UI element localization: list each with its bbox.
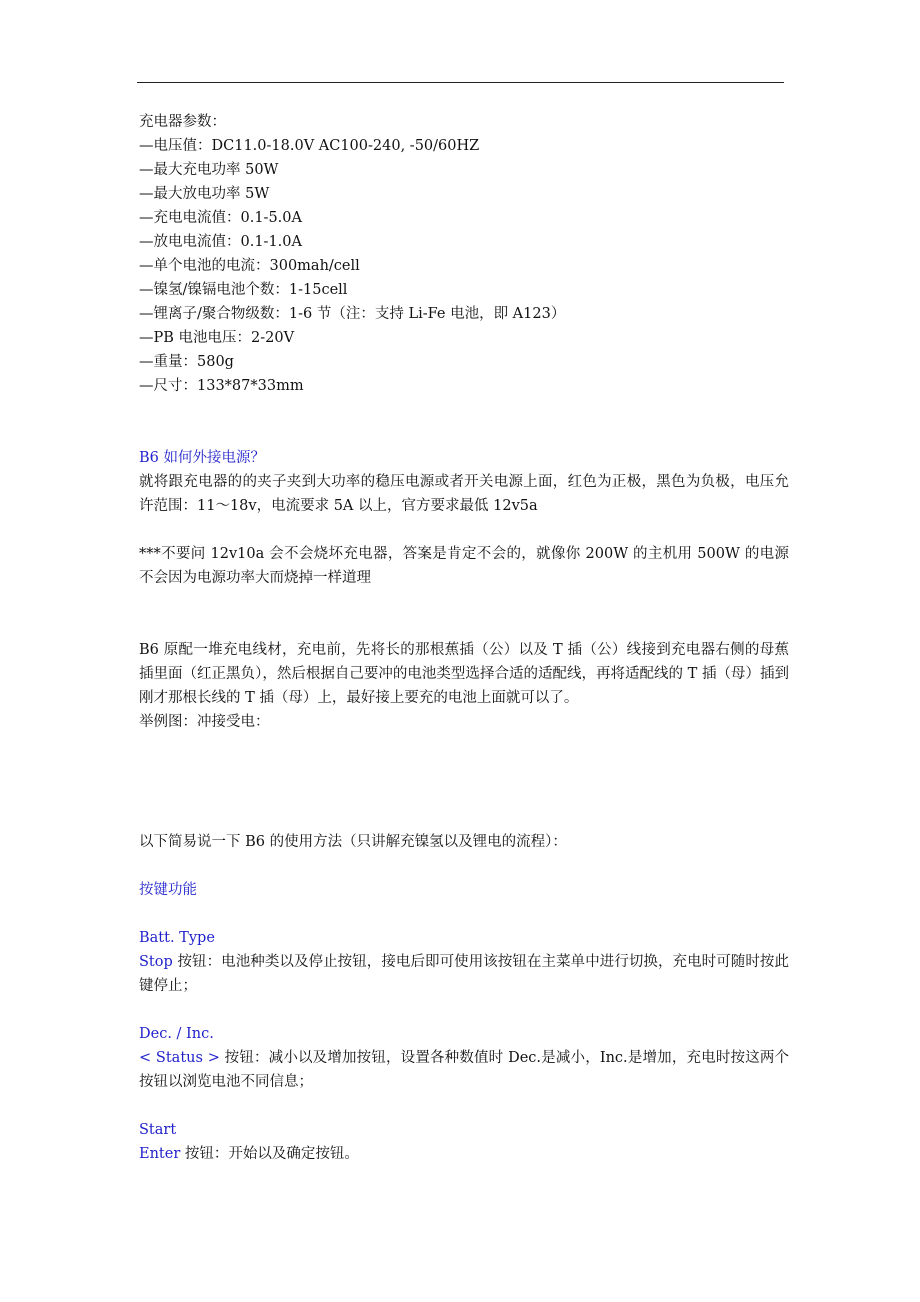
wiring-example-caption: 举例图：冲接受电： [139,714,270,730]
spacer [139,902,789,926]
spacer [139,1094,789,1118]
spec-nimh-cells: —镍氢/镍镉电池个数：1-15cell [139,282,348,298]
spec-lipo-cells: —锂离子/聚合物级数：1-6 节（注：支持 Li-Fe 电池，即 A123） [139,306,566,322]
spec-pb-voltage: —PB 电池电压：2-20V [139,330,295,346]
spacer [139,518,789,542]
spec-voltage: —电压值：DC11.0-18.0V AC100-240, -50/60HZ [139,138,480,154]
document-body [139,110,789,1166]
spacer [139,590,789,638]
spec-max-discharge-power: —最大放电功率 5W [139,186,270,202]
spacer [139,398,789,446]
header-rule [137,82,784,83]
power-section [139,446,789,590]
image-placeholder [139,734,789,830]
spec-dimensions: —尺寸：133*87*33mm [139,378,304,394]
key-desc-text: 按钮：电池种类以及停止按钮，接电后即可使用该按钮在主菜单中进行切换，充电时可随时按此键停止； [139,954,789,994]
wiring-section [139,638,789,734]
key-description [139,1142,789,1166]
spec-charge-current: —充电电流值：0.1-5.0A [139,210,302,226]
key-label: Enter [139,1146,181,1162]
key-batt-type [139,926,789,998]
specs-heading: 充电器参数： [139,114,226,130]
spec-discharge-current: —放电电流值：0.1-1.0A [139,234,302,250]
key-description [139,1046,789,1094]
key-desc-text: 按钮：减小以及增加按钮，设置各种数值时 Dec.是减小，Inc.是增加，充电时按这两个按钮以浏览电池不同信息； [139,1050,790,1090]
key-label: < Status > [139,1050,220,1066]
power-note: ***不要问 12v10a 会不会烧坏充电器，答案是肯定不会的，就像你 200W 的主机用 500W 的电源不会因为电源功率大而烧掉一样道理 [139,546,789,586]
spacer [139,854,789,878]
wiring-body: B6 原配一堆充电线材，充电前，先将长的那根蕉插（公）以及 T 插（公）线接到充电器右侧的母蕉插里面（红正黑负），然后根据自己要冲的电池类型选择合适的适配线，再将适配线的 T 插（母）插到刚才那根长线的 T 插（母）上，最好接上要充的电池上面就可以了。 [139,642,789,706]
key-name: Batt. Type [139,930,215,946]
spec-cell-current: —单个电池的电流：300mah/cell [139,258,360,274]
spec-weight: —重量：580g [139,354,234,370]
key-dec-inc [139,1022,789,1094]
usage-section [139,830,789,1166]
key-label: Stop [139,954,173,970]
key-name: Start [139,1122,177,1138]
key-desc-text: 按钮：开始以及确定按钮。 [180,1146,359,1162]
usage-intro: 以下简易说一下 B6 的使用方法（只讲解充镍氢以及锂电的流程）： [139,834,567,850]
spec-max-charge-power: —最大充电功率 50W [139,162,279,178]
key-start [139,1118,789,1166]
key-description [139,950,789,998]
key-functions-heading: 按键功能 [139,882,197,898]
power-heading: B6 如何外接电源？ [139,450,265,466]
specs-section [139,110,789,398]
key-name: Dec. / Inc. [139,1026,214,1042]
spacer [139,998,789,1022]
power-body: 就将跟充电器的的夹子夹到大功率的稳压电源或者开关电源上面，红色为正极，黑色为负极，电压允许范围：11～18v，电流要求 5A 以上，官方要求最低 12v5a [139,474,789,514]
